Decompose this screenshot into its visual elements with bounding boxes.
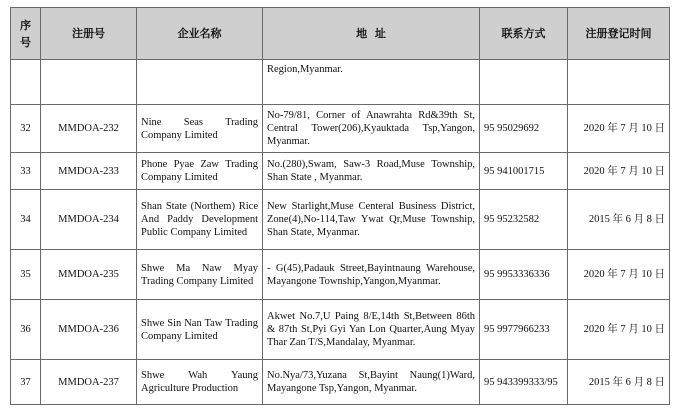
cell-company [137, 60, 263, 105]
cell-reg-no [41, 60, 137, 105]
cell-date: 2020 年 7 月 10 日 [568, 153, 670, 190]
cell-date: 2015 年 6 月 8 日 [568, 360, 670, 405]
table-row [11, 300, 670, 360]
header-company-name: 企业名称 [137, 8, 263, 60]
cell-reg-no: MMDOA-234 [41, 190, 137, 250]
cell-reg-no: MMDOA-232 [41, 105, 137, 153]
cell-no: 37 [11, 360, 41, 405]
cell-no: 34 [11, 190, 41, 250]
cell-no [11, 60, 41, 105]
table-row [11, 360, 670, 405]
table-row [11, 190, 670, 250]
cell-contact [480, 60, 568, 105]
cell-reg-no: MMDOA-235 [41, 250, 137, 300]
cell-address: Akwet No.7,U Paing 8/E,14th St,Between 86th & 87th St,Pyi Gyi Yan Lon Quarter,Aung Myay Thar Zan T/S,Mandalay, Myanmar. [263, 300, 480, 360]
cell-reg-no: MMDOA-233 [41, 153, 137, 190]
header-registration-no: 注册号 [41, 8, 137, 60]
header-address: 地 址 [263, 8, 480, 60]
cell-contact: 95 943399333/95 [480, 360, 568, 405]
cell-no: 35 [11, 250, 41, 300]
cell-address: No-79/81, Corner of Anawrahta Rd&39th St, Central Tower(206),Kyauktada Tsp,Yangon, Myanmar. [263, 105, 480, 153]
header-serial-no [11, 8, 41, 60]
cell-date: 2020 年 7 月 10 日 [568, 250, 670, 300]
header-registration-date: 注册登记时间 [568, 8, 670, 60]
header-serial-no-line2: 号 [20, 35, 31, 49]
cell-address: No.(280),Swam, Saw-3 Road,Muse Township, Shan State , Myanmar. [263, 153, 480, 190]
table-header-row [11, 8, 670, 60]
cell-no: 32 [11, 105, 41, 153]
cell-company: Shwe Wah Yaung Agriculture Production [137, 360, 263, 405]
cell-address: Region,Myanmar. [263, 60, 480, 105]
cell-address: New Starlight,Muse Centeral Business District, Zone(4),No-114,Taw Ywat Qr,Muse Township, Shan State, Myanmar. [263, 190, 480, 250]
cell-date: 2015 年 6 月 8 日 [568, 190, 670, 250]
cell-no: 36 [11, 300, 41, 360]
cell-date: 2020 年 7 月 10 日 [568, 105, 670, 153]
header-contact: 联系方式 [480, 8, 568, 60]
cell-date: 2020 年 7 月 10 日 [568, 300, 670, 360]
cell-company: Phone Pyae Zaw Trading Company Limited [137, 153, 263, 190]
cell-reg-no: MMDOA-236 [41, 300, 137, 360]
cell-date [568, 60, 670, 105]
header-serial-no-line1: 序 [20, 18, 31, 32]
table-row-continuation [11, 60, 670, 105]
cell-company: Nine Seas Trading Company Limited [137, 105, 263, 153]
cell-company: Shan State (Northem) Rice And Paddy Development Public Company Limited [137, 190, 263, 250]
table-row [11, 105, 670, 153]
cell-address: - G(45),Padauk Street,Bayintnaung Warehouse, Mayangone Township,Yangon,Myanmar. [263, 250, 480, 300]
company-registration-table [10, 7, 670, 405]
cell-company: Shwe Ma Naw Myay Trading Company Limited [137, 250, 263, 300]
cell-contact: 95 95232582 [480, 190, 568, 250]
table-row [11, 250, 670, 300]
cell-contact: 95 9953336336 [480, 250, 568, 300]
cell-company: Shwe Sin Nan Taw Trading Company Limited [137, 300, 263, 360]
table-row [11, 153, 670, 190]
cell-contact: 95 9977966233 [480, 300, 568, 360]
cell-contact: 95 95029692 [480, 105, 568, 153]
cell-address: No.Nya/73,Yuzana St,Bayint Naung(1)Ward, Mayangone Tsp,Yangon, Myanmar. [263, 360, 480, 405]
cell-no: 33 [11, 153, 41, 190]
cell-contact: 95 941001715 [480, 153, 568, 190]
cell-reg-no: MMDOA-237 [41, 360, 137, 405]
